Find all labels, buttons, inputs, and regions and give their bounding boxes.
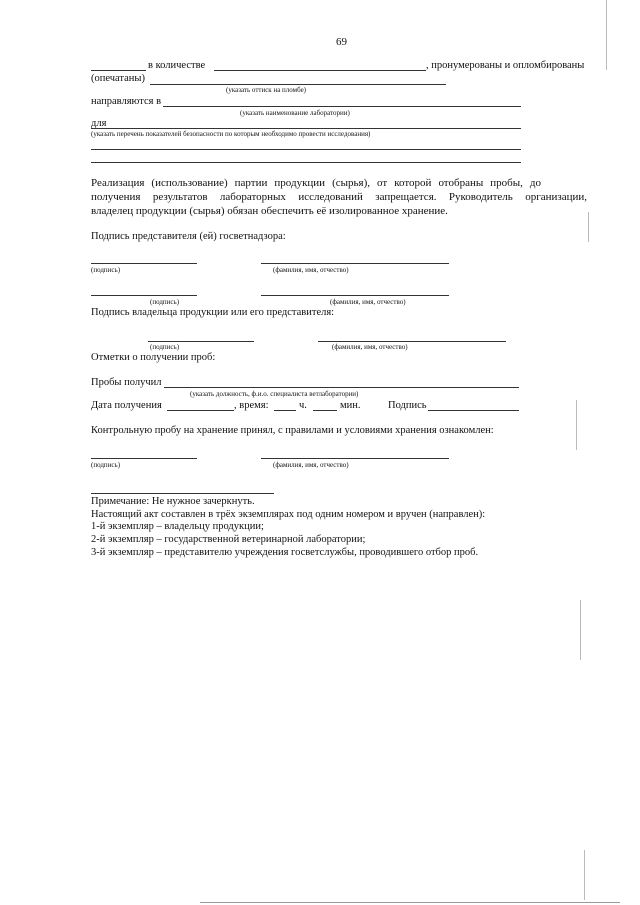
indicators-blank: [91, 128, 521, 129]
receipt-heading: Отметки о получении проб:: [91, 352, 216, 363]
control-signature-hint: (подпись): [91, 461, 121, 469]
date-label: Дата получения: [91, 400, 162, 411]
owner-name-hint: (фамилия, имя, отчество): [332, 343, 408, 351]
indicators-blank-2: [91, 149, 521, 150]
copy-3: 3-й экземпляр – представителю учреждения госветслужбы, проводившего отбор проб.: [91, 547, 479, 558]
scan-bottom-mark: [200, 902, 620, 903]
vet-name-hint-2: (фамилия, имя, отчество): [330, 298, 406, 306]
laboratory-hint: (указать наименование лаборатории): [240, 109, 350, 117]
minutes-blank: [313, 410, 337, 411]
indicators-blank-3: [91, 162, 521, 163]
laboratory-blank: [163, 106, 521, 107]
indicators-hint: (указать перечень показателей безопасности по которым необходимо провести исследования): [91, 130, 371, 138]
control-sample-text: Контрольную пробу на хранение принял, с правилами и условиями хранения ознакомлен:: [91, 425, 494, 436]
seal-hint: (указать оттиск на пломбе): [226, 86, 307, 94]
control-name-blank: [261, 458, 449, 459]
vet-signature-heading: Подпись представителя (ей) госветнадзора:: [91, 231, 286, 242]
vet-signature-hint-2: (подпись): [150, 298, 180, 306]
sealed-label: (опечатаны): [91, 73, 145, 84]
date-blank: [167, 410, 234, 411]
vet-name-hint-1: (фамилия, имя, отчество): [273, 266, 349, 274]
receipt-signature-label: Подпись: [388, 400, 427, 411]
owner-signature-heading: Подпись владельца продукции или его представителя:: [91, 307, 335, 318]
sent-to-label: направляются в: [91, 96, 162, 107]
control-name-hint: (фамилия, имя, отчество): [273, 461, 349, 469]
vet-signature-hint-1: (подпись): [91, 266, 121, 274]
notice-line-2: получения результатов лабораторных исследований запрещается. Руководитель организации,: [91, 191, 587, 203]
vet-signature-blank-2: [91, 295, 197, 296]
scan-edge-mark: [606, 0, 607, 70]
hours-label: ч.: [299, 400, 307, 411]
receipt-signature-blank: [428, 410, 519, 411]
owner-signature-hint: (подпись): [150, 343, 180, 351]
scan-edge-mark: [588, 212, 589, 242]
page-number: 69: [336, 36, 347, 48]
in-quantity-label: в количестве: [148, 60, 206, 71]
footer-separator: [91, 493, 274, 494]
scan-edge-mark: [584, 850, 585, 900]
owner-name-blank: [318, 341, 506, 342]
vet-name-blank-1: [261, 263, 449, 264]
copy-2: 2-й экземпляр – государственной ветеринарной лаборатории;: [91, 534, 366, 545]
copies-line: Настоящий акт составлен в трёх экземплярах под одним номером и вручен (направлен):: [91, 509, 486, 520]
time-label: , время:: [234, 400, 269, 411]
vet-name-blank-2: [261, 295, 449, 296]
scan-edge-mark: [580, 600, 581, 660]
seal-imprint-blank: [150, 84, 446, 85]
scan-edge-mark: [576, 400, 577, 450]
minutes-label: мин.: [340, 400, 361, 411]
quantity-blank: [214, 70, 426, 71]
received-by-blank: [164, 387, 519, 388]
quantity-blank-prefix: [91, 70, 146, 71]
owner-signature-blank: [148, 341, 254, 342]
for-label: для: [91, 118, 107, 129]
hours-blank: [274, 410, 296, 411]
received-by-label: Пробы получил: [91, 377, 162, 388]
vet-signature-blank-1: [91, 263, 197, 264]
notice-line-1: Реализация (использование) партии продукции (сырья), от которой отобраны пробы, до: [91, 177, 541, 189]
notice-line-3: владелец продукции (сырья) обязан обеспечить её изолированное хранение.: [91, 205, 448, 217]
copy-1: 1-й экземпляр – владельцу продукции;: [91, 521, 264, 532]
control-signature-blank: [91, 458, 197, 459]
specialist-hint: (указать должность, ф.и.о. специалиста ветлаборатории): [190, 390, 359, 398]
numbered-sealed-label: , пронумерованы и опломбированы: [426, 60, 585, 71]
footer-note: Примечание: Не нужное зачеркнуть.: [91, 496, 255, 507]
